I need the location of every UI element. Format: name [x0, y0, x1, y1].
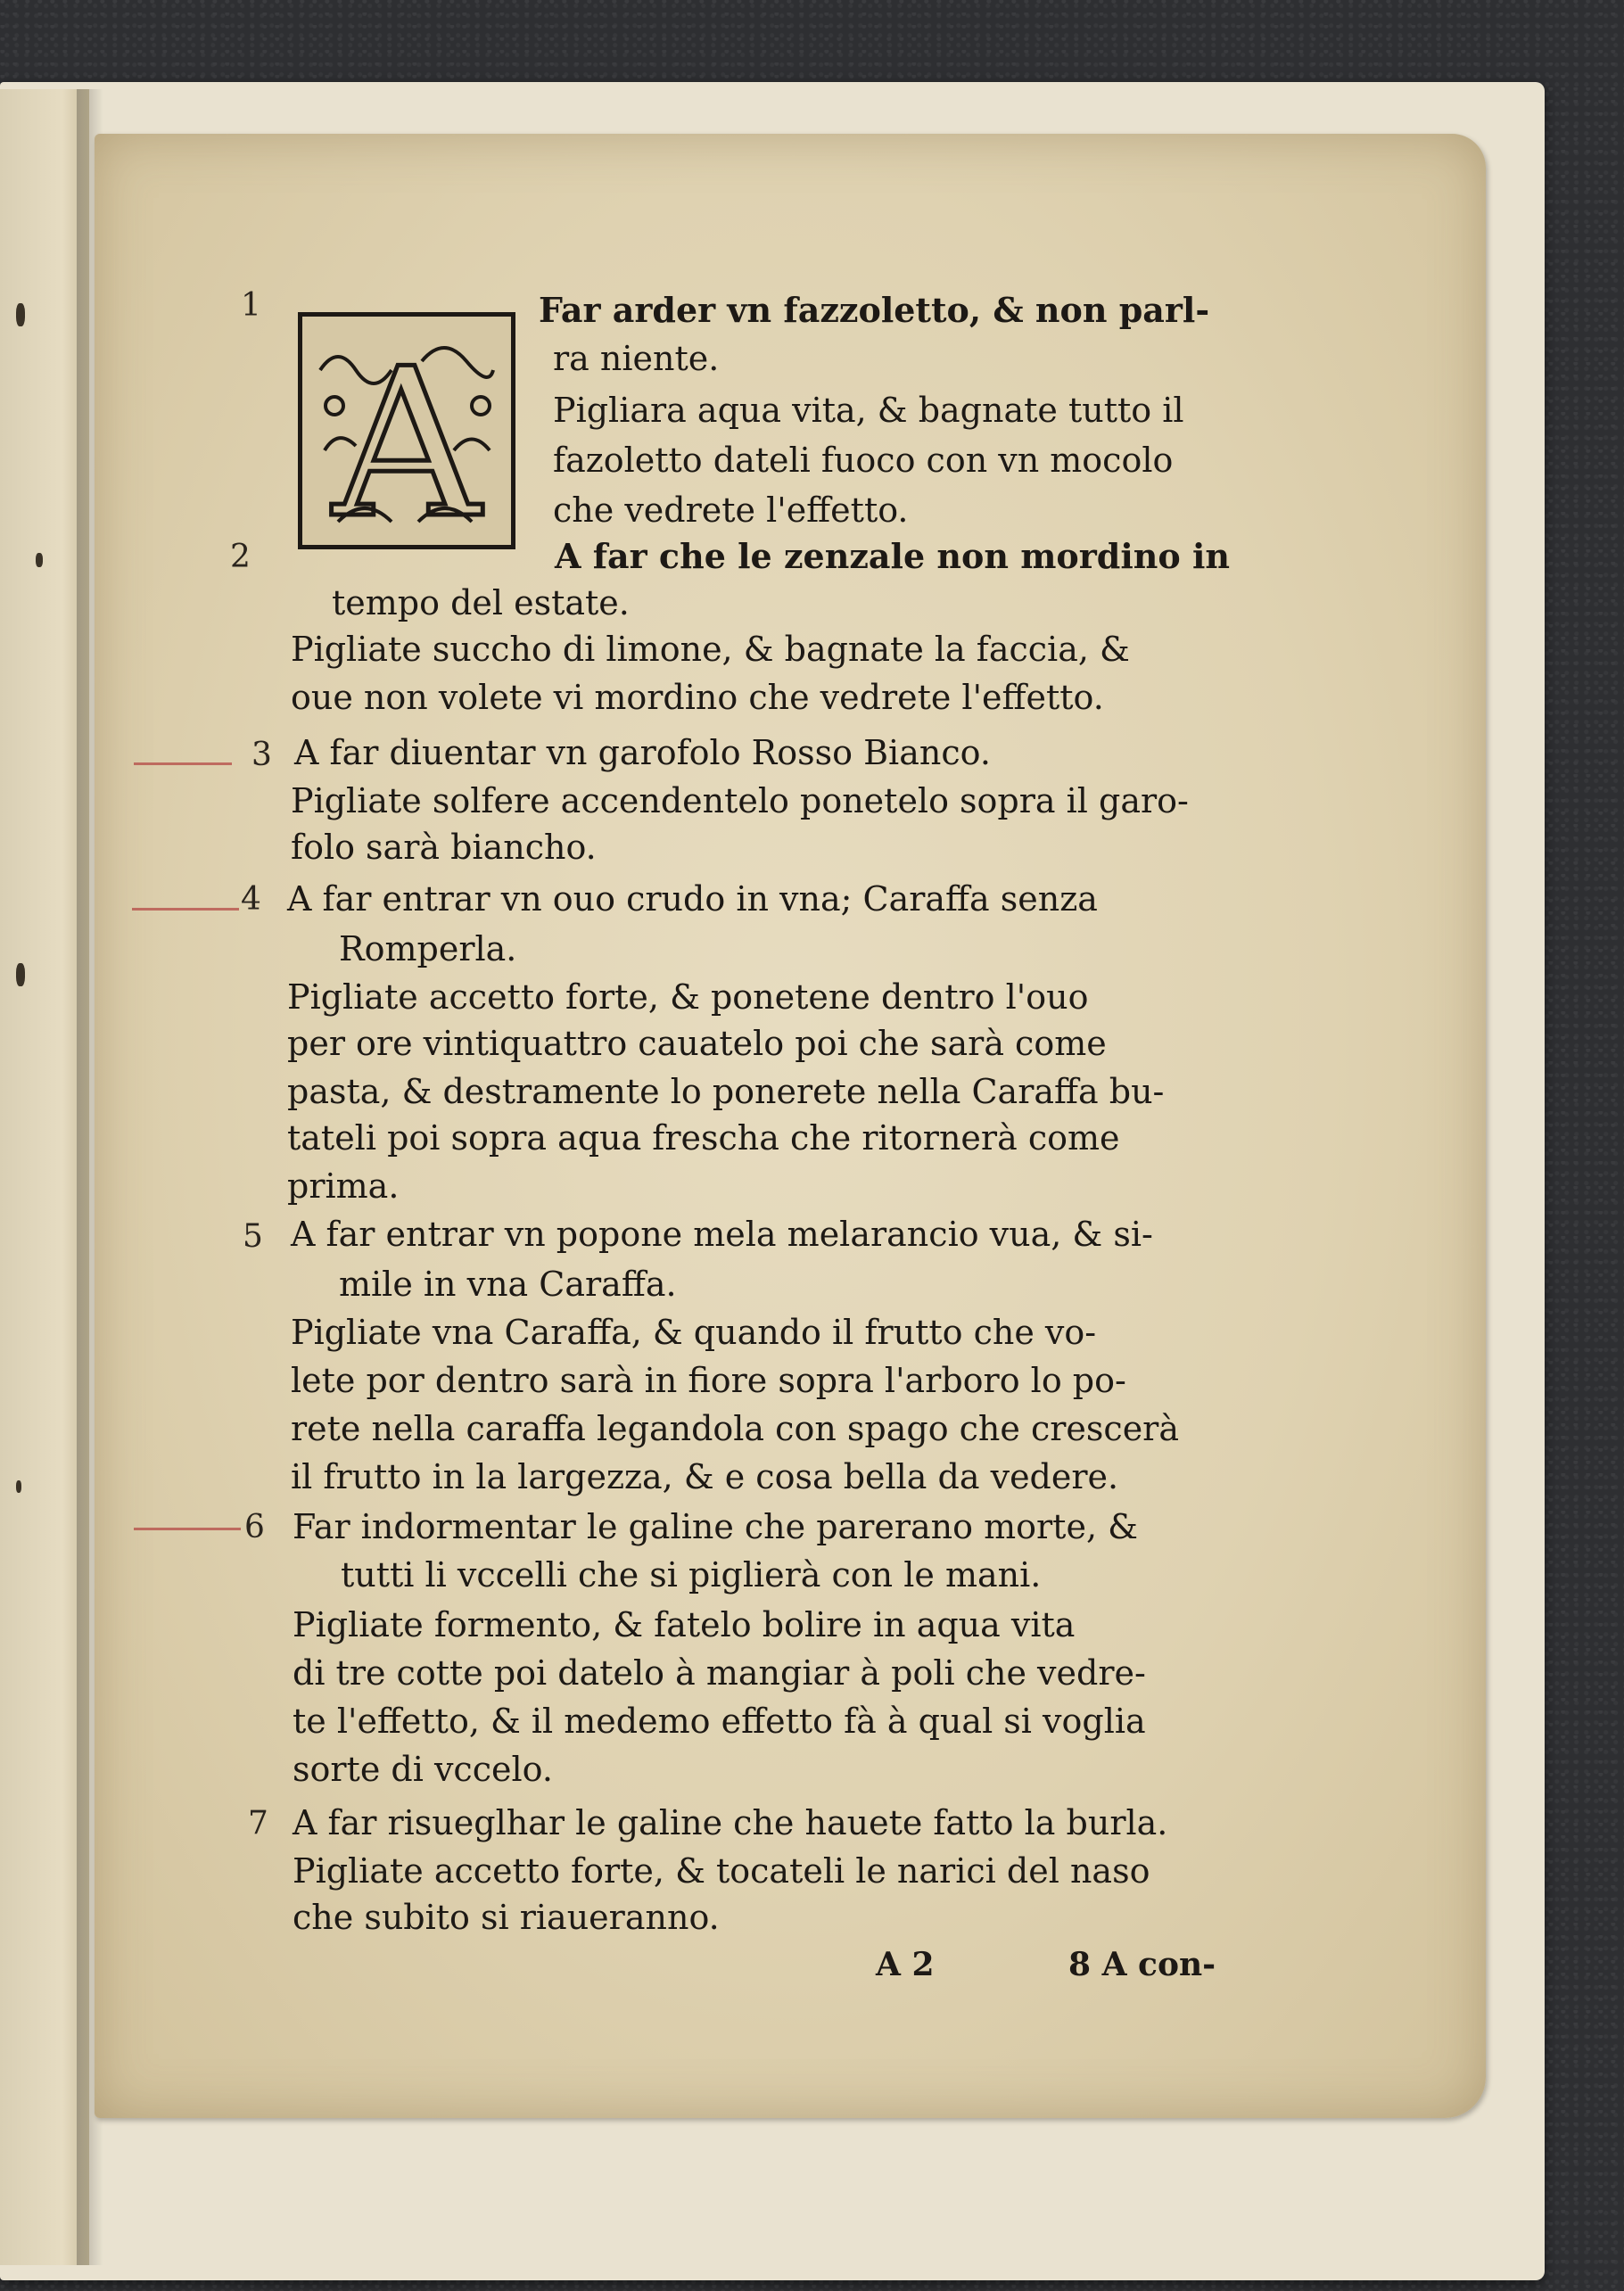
- recipe-title: A far diuentar vn garofolo Rosso Bianco.: [294, 733, 991, 772]
- recipe-number: 1: [241, 287, 261, 324]
- initial-letter: A: [332, 326, 482, 545]
- recipe-title: tutti li vccelli che si piglierà con le mani.: [341, 1555, 1042, 1595]
- recipe-title: A far risueglhar le galine che hauete fatto la burla.: [293, 1803, 1168, 1842]
- recipe-number: 2: [230, 539, 251, 575]
- recipe-body: che vedrete l'effetto.: [553, 490, 909, 530]
- margin-mark: [134, 1528, 241, 1530]
- recipe-number: 4: [241, 881, 261, 918]
- recipe-body: per ore vintiquattro cauatelo poi che sarà come: [287, 1024, 1107, 1063]
- recipe-body: te l'effetto, & il medemo effetto fà à qual si voglia: [293, 1702, 1146, 1741]
- recipe-body: folo sarà biancho.: [291, 828, 597, 867]
- initial-ornament-icon: [302, 317, 511, 545]
- recipe-number: 3: [251, 737, 272, 773]
- recipe-body: di tre cotte poi datelo à mangiar à poli che vedre-: [293, 1653, 1146, 1693]
- recipe-title: mile in vna Caraffa.: [339, 1265, 677, 1304]
- recipe-body: Pigliara aqua vita, & bagnate tutto il: [553, 391, 1184, 430]
- recipe-body: Pigliate succho di limone, & bagnate la faccia, &: [291, 630, 1130, 669]
- recipe-body: sorte di vccelo.: [293, 1750, 553, 1789]
- recipe-body: pasta, & destramente lo ponerete nella Caraffa bu-: [287, 1072, 1165, 1111]
- margin-mark: [132, 908, 239, 911]
- recipe-body: Pigliate formento, & fatelo bolire in aqua vita: [293, 1605, 1076, 1644]
- margin-mark: [134, 762, 232, 765]
- recipe-body: lete por dentro sarà in fiore sopra l'arboro lo po-: [291, 1361, 1126, 1400]
- recipe-title: A far entrar vn ouo crudo in vna; Caraffa senza: [287, 879, 1098, 919]
- recipe-body: il frutto in la largezza, & e cosa bella da vedere.: [291, 1457, 1119, 1496]
- left-page-edge: [0, 89, 89, 2265]
- recipe-body: Pigliate accetto forte, & ponetene dentro l'ouo: [287, 977, 1089, 1017]
- recipe-title: tempo del estate.: [332, 583, 630, 622]
- recipe-number: 7: [248, 1805, 268, 1842]
- recipe-body: Pigliate accetto forte, & tocateli le narici del naso: [293, 1851, 1150, 1891]
- recipe-body: oue non volete vi mordino che vedrete l'effetto.: [291, 678, 1104, 717]
- decorated-initial: [298, 312, 515, 549]
- signature-mark: A 2: [876, 1946, 935, 1983]
- recipe-body: che subito si riaueranno.: [293, 1898, 720, 1937]
- catchword: 8 A con-: [1068, 1946, 1216, 1983]
- recipe-body: fazoletto dateli fuoco con vn mocolo: [553, 441, 1174, 480]
- recipe-number: 6: [244, 1509, 265, 1545]
- recipe-body: Pigliate vna Caraffa, & quando il frutto che vo-: [291, 1313, 1097, 1352]
- recipe-title: Far indormentar le galine che parerano morte, &: [293, 1507, 1138, 1546]
- recipe-title: ra niente.: [553, 339, 720, 378]
- recipe-body: prima.: [287, 1166, 400, 1206]
- recipe-body: tateli poi sopra aqua frescha che ritornerà come: [287, 1118, 1120, 1158]
- recipe-title: A far che le zenzale non mordino in: [555, 536, 1231, 576]
- recipe-body: Pigliate solfere accendentelo ponetelo sopra il garo-: [291, 781, 1189, 820]
- recipe-number: 5: [243, 1218, 263, 1255]
- recipe-title: Romperla.: [339, 929, 517, 968]
- recipe-title: Far arder vn fazzoletto, & non parl-: [539, 290, 1210, 330]
- recipe-title: A far entrar vn popone mela melarancio vua, & si-: [291, 1215, 1153, 1254]
- recipe-body: rete nella caraffa legandola con spago che crescerà: [291, 1409, 1179, 1448]
